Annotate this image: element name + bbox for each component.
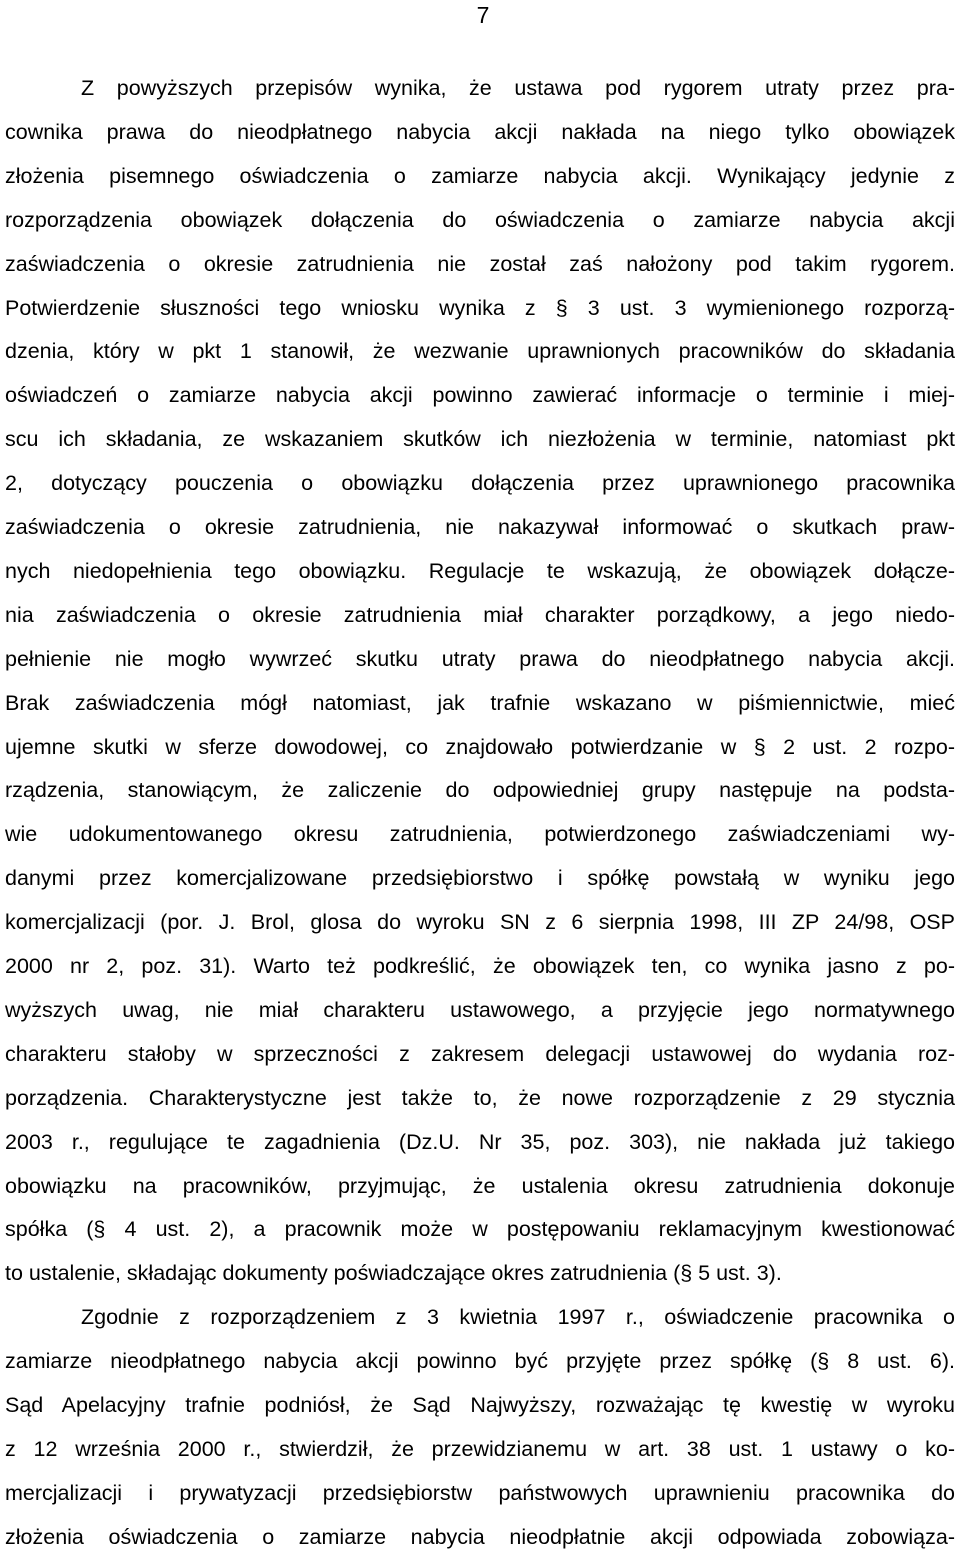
text-line: nych niedopełnienia tego obowiązku. Regulacje te wskazują, że obowiązek dołącze- (5, 559, 955, 583)
text-line: rozporządzenia obowiązek dołączenia do oświadczenia o zamiarze nabycia akcji (5, 208, 955, 232)
text-line: mercjalizacji i prywatyzacji przedsiębiorstw państwowych uprawnieniu pracownika do (5, 1481, 955, 1505)
text-line: rządzenia, stanowiącym, że zaliczenie do odpowiedniej grupy następuje na podsta- (5, 778, 955, 802)
text-line: to ustalenie, składając dokumenty poświadczające okres zatrudnienia (§ 5 ust. 3). (5, 1261, 782, 1285)
text-line: Potwierdzenie słuszności tego wniosku wynika z § 3 ust. 3 wymienionego rozporzą- (5, 296, 955, 320)
text-line: dzenia, który w pkt 1 stanowił, że wezwanie uprawnionych pracowników do składania (5, 339, 955, 363)
text-line: wie udokumentowanego okresu zatrudnienia, potwierdzonego zaświadczeniami wy- (5, 822, 955, 846)
text-line: nia zaświadczenia o okresie zatrudnienia miał charakter porządkowy, a jego niedo- (5, 603, 955, 627)
text-line: pełnienie nie mogło wywrzeć skutku utraty prawa do nieodpłatnego nabycia akcji. (5, 647, 955, 671)
text-line: zaświadczenia o okresie zatrudnienia, nie nakazywał informować o skutkach praw- (5, 515, 955, 539)
text-line: obowiązku na pracowników, przyjmując, że ustalenia okresu zatrudnienia dokonuje (5, 1174, 955, 1198)
text-line: wyższych uwag, nie miał charakteru ustawowego, a przyjęcie jego normatywnego (5, 998, 955, 1022)
text-line: spółka (§ 4 ust. 2), a pracownik może w postępowaniu reklamacyjnym kwestionować (5, 1217, 955, 1241)
text-line: zamiarze nieodpłatnego nabycia akcji powinno być przyjęte przez spółkę (§ 8 ust. 6). (5, 1349, 955, 1373)
text-line: komercjalizacji (por. J. Brol, glosa do wyroku SN z 6 sierpnia 1998, III ZP 24/98, OSP (5, 910, 955, 934)
page-number: 7 (476, 2, 490, 28)
text-line: Sąd Apelacyjny trafnie podniósł, że Sąd Najwyższy, rozważając tę kwestię w wyroku (5, 1393, 955, 1417)
text-line: charakteru stałoby w sprzeczności z zakresem delegacji ustawowej do wydania roz- (5, 1042, 955, 1066)
text-line: z 12 września 2000 r., stwierdził, że przewidzianemu w art. 38 ust. 1 ustawy o ko- (5, 1437, 955, 1461)
text-line: Brak zaświadczenia mógł natomiast, jak trafnie wskazano w piśmiennictwie, mieć (5, 691, 955, 715)
text-line: cownika prawa do nieodpłatnego nabycia akcji nakłada na niego tylko obowiązek (5, 120, 955, 144)
text-line: porządzenia. Charakterystyczne jest także to, że nowe rozporządzenie z 29 stycznia (5, 1086, 955, 1110)
paragraph-first-line: Zgodnie z rozporządzeniem z 3 kwietnia 1997 r., oświadczenie pracownika o (81, 1305, 955, 1329)
text-line: scu ich składania, ze wskazaniem skutków ich niezłożenia w terminie, natomiast pkt (5, 427, 955, 451)
paragraph-first-line: Z powyższych przepisów wynika, że ustawa pod rygorem utraty przez pra- (81, 76, 955, 100)
text-line: złożenia pisemnego oświadczenia o zamiarze nabycia akcji. Wynikający jedynie z (5, 164, 955, 188)
text-line: 2, dotyczący pouczenia o obowiązku dołączenia przez uprawnionego pracownika (5, 471, 955, 495)
text-line: 2000 nr 2, poz. 31). Warto też podkreślić, że obowiązek ten, co wynika jasno z po- (5, 954, 955, 978)
text-line: oświadczeń o zamiarze nabycia akcji powinno zawierać informacje o terminie i miej- (5, 383, 955, 407)
text-line: danymi przez komercjalizowane przedsiębiorstwo i spółkę powstałą w wyniku jego (5, 866, 955, 890)
text-line: ujemne skutki w sferze dowodowej, co znajdowało potwierdzanie w § 2 ust. 2 rozpo- (5, 735, 955, 759)
text-line: zaświadczenia o okresie zatrudnienia nie został zaś nałożony pod takim rygorem. (5, 252, 955, 276)
text-line: złożenia oświadczenia o zamiarze nabycia nieodpłatnie akcji odpowiada zobowiąza- (5, 1525, 955, 1549)
text-line: 2003 r., regulujące te zagadnienia (Dz.U. Nr 35, poz. 303), nie nakłada już takiego (5, 1130, 955, 1154)
